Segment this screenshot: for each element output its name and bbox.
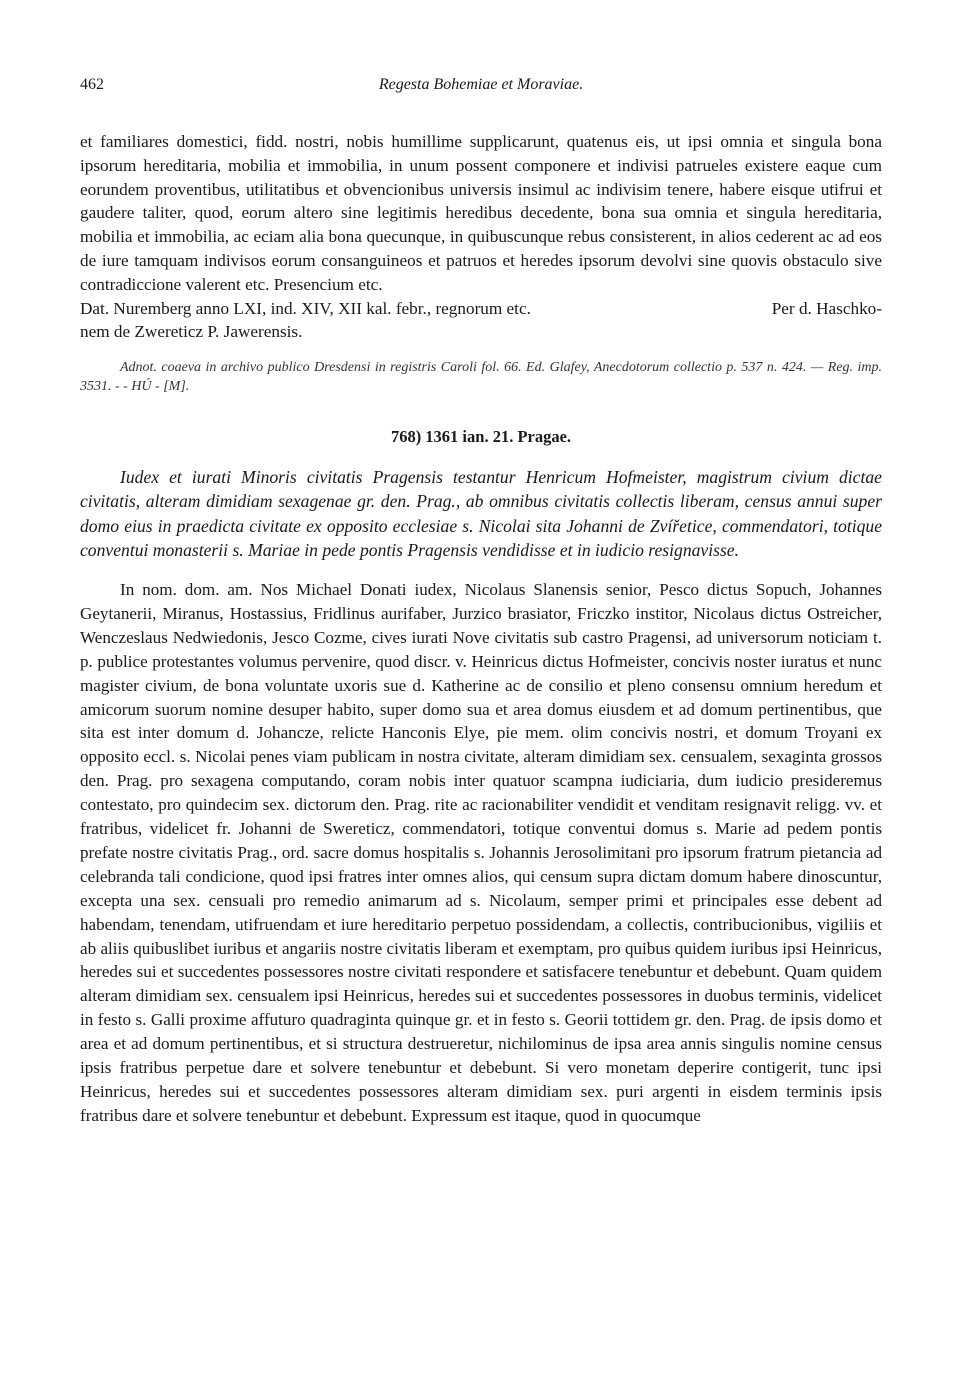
adnotatio-text: Adnot. coaeva in archivo publico Dresdensi in registris Caroli fol. 66. Ed. Glafey, Anecdotorum collectio p. 537 n. 424. — Reg. imp. 3531. - - HÚ - [M]. bbox=[80, 360, 882, 395]
dating-line bbox=[80, 297, 882, 321]
entry-abstract bbox=[80, 465, 882, 562]
charter-text: In nom. dom. am. Nos Michael Donati iudex, Nicolaus Slanensis senior, Pesco dictus Sopuch, Johannes Geytanerii, Miranus, Hostassius, Fridlinus aurifaber, Jurzico brasiator, Friczko institor, Nicolaus dictus Ostreicher, Wenczeslaus Nedwiedonis, Jesco Cozme, cives iurati Nove civitatis sub castro Pragensi, ad universorum noticiam t. p. publice protestantes volumus pervenire, quod discr. v. Heinricus dictus Hofmeister, concivis noster iuratus et nunc magister civium, de bona voluntate uxoris sue d. Katherine ac de consilio et pleno consensu omnium heredum et amicorum suorum nomine desuper habito, super domo sua et area domus eiusdem et ad domum pertinentibus, que sita est inter domum d. Johancze, relicte Hanconis Elye, pie mem. olim concivis nostri, et domum Troyani ex opposito eccl. s. Nicolai penes viam publicam in nostra civitate, alteram dimidiam sex. censualem, sexaginta grossos den. Prag. pro sexagena computando, coram nobis inter quatuor scampna iudiciaria, dum iudicio presideremus contestato, pro quindecim sex. dictorum den. Prag. rite ac racionabiliter vendidit et venditam resignavit religg. vv. et fratribus, videlicet fr. Johanni de Swereticz, commendatori, totique conventui domus s. Marie ad pedem pontis prefate nostre civitatis Prag., ord. sacre domus hospitalis s. Johannis Jerosolimitani pro ipsorum fratrum pietancia ad celebranda tali condicione, quod ipsi fratres inter omnes alios, qui censum supra dictam domum habere dinoscuntur, excepta una sex. censuali pro remedio animarum ad s. Nicolaum, semper primi et principales esse debent ad habendam, tenendam, utifruendam et iure hereditario perpetuo possidendam, a collectis, contribucionibus, vigiliis et ab aliis quibuslibet iuribus et angariis nostre civitatis liberam et exemptam, pro quibus quidem iuribus ipsi Heinricus, heredes sui et succedentes possessores nostre civitati respondere et satisfacere tenebuntur et debebunt. Quam quidem alteram dimidiam sex. censualem ipsi Heinricus, heredes sui et succedentes possessores in duobus terminis, videlicet in festo s. Galli proxime affuturo quadraginta quinque gr. et in festo s. Georii tottidem gr. den. Prag. de ipsis domo et area et ad domum pertinentibus, et si structura destrueretur, nichilominus de ipsa area annis singulis nomine census ipsis fratribus perpetue dare et solvere tenebuntur et debebunt. Si vero monetam deperire contigerit, tunc ipsi Heinricus, heredes sui et succedentes possessores alteram dimidiam sex. puri argenti in eisdem terminis ipsis fratribus dare et solvere tenebuntur et debebunt. Expressum est itaque, quod in quocumque bbox=[80, 579, 882, 1125]
chancery-note-end: nem de Zwereticz P. Jawerensis. bbox=[80, 322, 303, 342]
running-title: Regesta Bohemiae et Moraviae. bbox=[378, 76, 584, 93]
abstract-text: Iudex et iurati Minoris civitatis Pragensis testantur Henricum Hofmeister, magistrum civium dictae civitatis, alteram dimidiam sexagenae gr. den. Prag., ab omnibus civitatis collectis liberam, census annui super domo eius in praedicta civitate ex opposito ecclesiae s. Nicolai sita Johanni de Zvířetice, commendatori, totique conventui monasterii s. Mariae in pede pontis Pragensis vendidisse et in iudicio resignavisse. bbox=[80, 467, 882, 560]
dating-clause: Dat. Nuremberg anno LXI, ind. XIV, XII kal. febr., regnorum etc. bbox=[80, 298, 531, 318]
entry-heading: 768) 1361 ian. 21. Pragae. bbox=[390, 427, 572, 447]
continuation-block bbox=[80, 130, 882, 344]
document-page bbox=[80, 76, 882, 1128]
adnotatio-note bbox=[80, 358, 882, 396]
page-number: 462 bbox=[80, 76, 104, 93]
charter-text-block bbox=[80, 578, 882, 1128]
chancery-note: Per d. Haschko- bbox=[771, 298, 882, 318]
continuation-paragraph: et familiares domestici, fidd. nostri, nobis humillime supplicarunt, quatenus eis, ut ipsi omnia et singula bona ipsorum hereditaria, mobilia et immobilia, in unum possent componere et indivisi patrueles existere eaque cum eorundem proventibus, utilitatibus et obvencionibus universis insimul ac indivisim tenere, habere eisque utifrui et gaudere taliter, quod, eorum altero sine legitimis heredibus decedente, bona sua omnia et singula hereditaria, mobilia et immobilia, ac eciam alia bona quecunque, in quibuscunque rebus consisterent, in alios cederent ac ad eos de iure tamquam indivisos eorum consanguineos et patruos et heredes ipsorum devolvi sine quovis obstaculo sive contradiccione valerent etc. Presencium etc. bbox=[80, 132, 882, 294]
running-header bbox=[80, 76, 882, 100]
